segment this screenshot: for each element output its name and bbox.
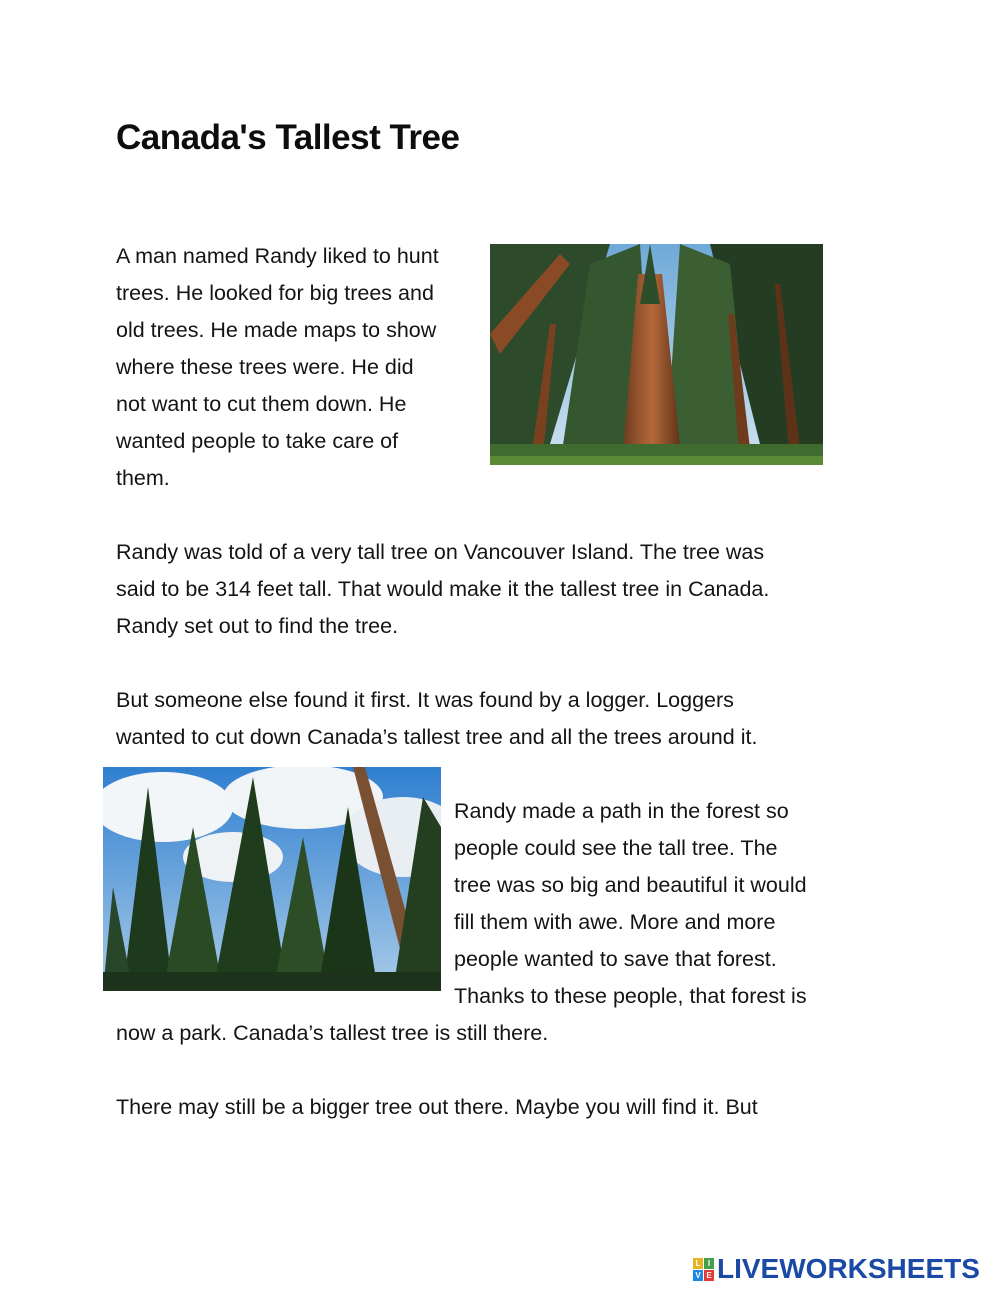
paragraph-5 bbox=[116, 1089, 758, 1126]
paragraph-4-tail bbox=[116, 1015, 548, 1052]
paragraph-line: Randy was told of a very tall tree on Vancouver Island. The tree was bbox=[116, 540, 765, 564]
paragraph-line: But someone else found it first. It was found by a logger. Loggers bbox=[116, 688, 734, 712]
paragraph-line: wanted to cut down Canada’s tallest tree and all the trees around it. bbox=[116, 725, 758, 749]
paragraph-line: There may still be a bigger tree out there. Maybe you will find it. But bbox=[116, 1095, 758, 1119]
paragraph-line: now a park. Canada’s tallest tree is still there. bbox=[116, 1021, 549, 1045]
conifer-sky-photo bbox=[103, 767, 441, 991]
paragraph-2 bbox=[116, 534, 769, 645]
paragraph-line: Thanks to these people, that forest is bbox=[454, 984, 807, 1008]
paragraph-line: them. bbox=[116, 466, 170, 490]
logo-blocks-icon bbox=[693, 1258, 714, 1281]
liveworksheets-logo[interactable] bbox=[693, 1252, 980, 1286]
paragraph-line: people wanted to save that forest. bbox=[454, 947, 777, 971]
paragraph-line: trees. He looked for big trees and bbox=[116, 281, 434, 305]
paragraph-line: old trees. He made maps to show bbox=[116, 318, 437, 342]
logo-letter: I bbox=[704, 1258, 714, 1269]
paragraph-line: A man named Randy liked to hunt bbox=[116, 244, 439, 268]
page-title: Canada's Tallest Tree bbox=[116, 118, 460, 157]
paragraph-1 bbox=[116, 238, 439, 497]
logo-letter: V bbox=[693, 1270, 703, 1281]
logo-letter: L bbox=[693, 1258, 703, 1269]
paragraph-line: where these trees were. He did bbox=[116, 355, 414, 379]
logo-letter: E bbox=[704, 1270, 714, 1281]
paragraph-line: wanted people to take care of bbox=[116, 429, 399, 453]
sequoia-forest-photo bbox=[490, 244, 823, 465]
paragraph-line: tree was so big and beautiful it would bbox=[454, 873, 807, 897]
paragraph-line: fill them with awe. More and more bbox=[454, 910, 776, 934]
paragraph-line: Randy set out to find the tree. bbox=[116, 614, 399, 638]
paragraph-line: not want to cut them down. He bbox=[116, 392, 407, 416]
paragraph-line: people could see the tall tree. The bbox=[454, 836, 778, 860]
paragraph-3 bbox=[116, 682, 757, 756]
logo-text: LIVEWORKSHEETS bbox=[717, 1253, 980, 1284]
paragraph-4-wrap bbox=[454, 793, 807, 1015]
paragraph-line: Randy made a path in the forest so bbox=[454, 799, 789, 823]
paragraph-line: said to be 314 feet tall. That would make it the tallest tree in Canada. bbox=[116, 577, 770, 601]
